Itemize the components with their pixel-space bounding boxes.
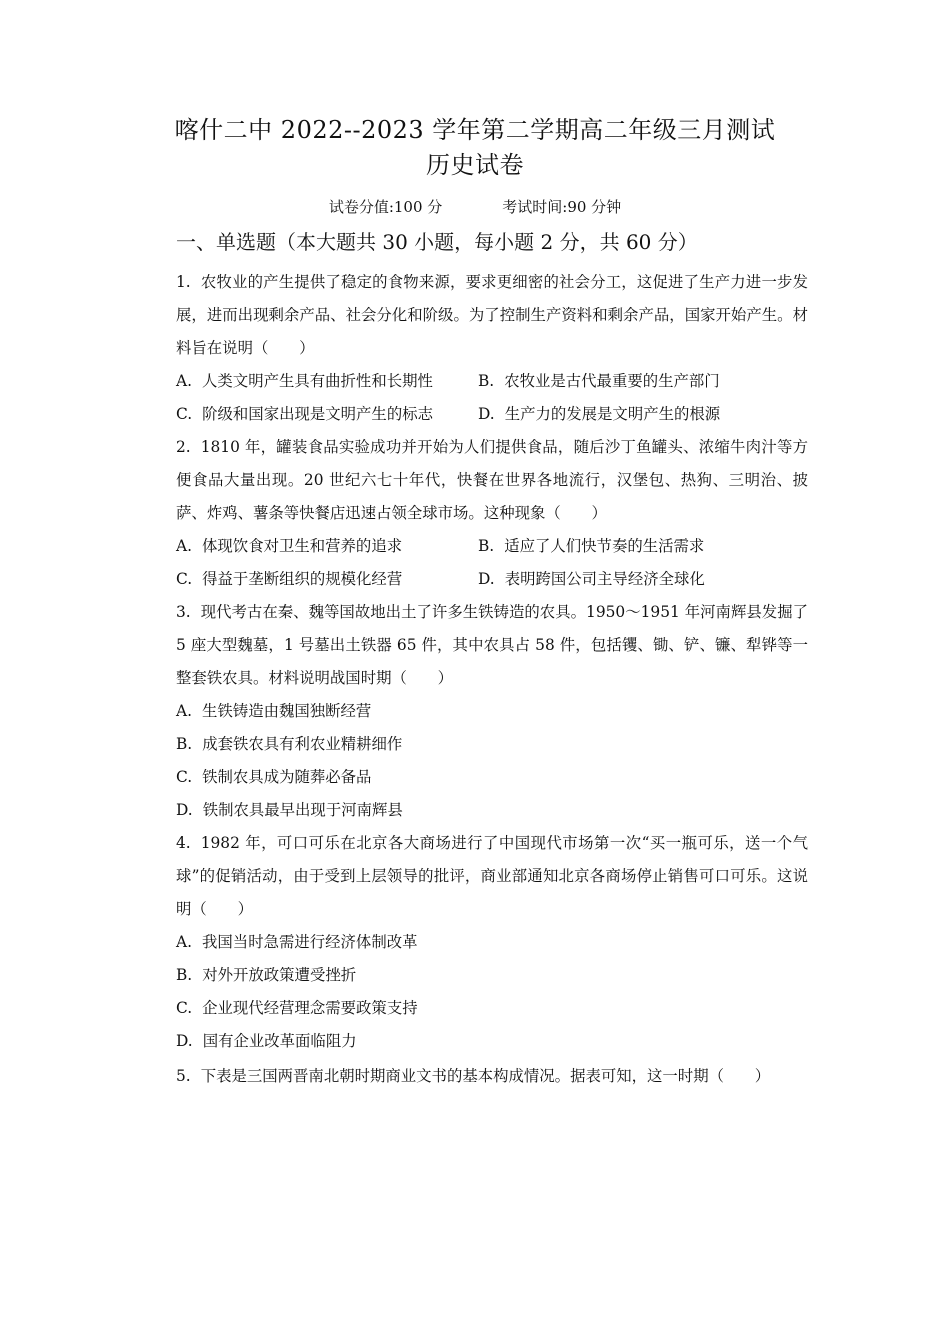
q3-option-c[interactable] <box>176 766 371 788</box>
section-heading: 一、单选题（本大题共 30 小题，每小题 2 分，共 60 分） <box>176 230 698 254</box>
option-text: 铁制农具成为随葬必备品 <box>202 768 372 786</box>
option-letter: D. <box>478 405 495 423</box>
q1-option-b[interactable] <box>478 370 720 392</box>
option-text: 生铁铸造由魏国独断经营 <box>202 702 372 720</box>
q2-option-a[interactable] <box>176 535 402 557</box>
option-letter: D. <box>176 801 193 819</box>
option-text: 适应了人们快节奏的生活需求 <box>504 537 705 555</box>
option-text: 农牧业是古代最重要的生产部门 <box>504 372 720 390</box>
option-text: 我国当时急需进行经济体制改革 <box>202 933 418 951</box>
question-5 <box>176 1060 808 1093</box>
q1-option-a[interactable] <box>176 370 433 392</box>
score-info: 试卷分值:100 分 <box>328 198 443 216</box>
option-letter: D. <box>478 570 495 588</box>
option-letter: C. <box>176 405 193 423</box>
option-letter: B. <box>176 735 193 753</box>
option-letter: B. <box>478 372 495 390</box>
q1-option-d[interactable] <box>478 403 720 425</box>
exam-subject: 历史试卷 <box>426 151 524 179</box>
option-letter: C. <box>176 570 193 588</box>
q1-option-c[interactable] <box>176 403 433 425</box>
option-text: 国有企业改革面临阻力 <box>202 1032 357 1050</box>
q4-option-a[interactable] <box>176 931 418 953</box>
option-text: 阶级和国家出现是文明产生的标志 <box>202 405 433 423</box>
option-letter: B. <box>478 537 495 555</box>
question-stem: 现代考古在秦、魏等国故地出土了许多生铁铸造的农具。1950～1951 年河南辉县发掘了 5 座大型魏墓，1 号墓出土铁器 65 件，其中农具占 58 件，包括䦆、锄、铲、镰、犁铧等一整套铁农具。材料说明战国时期（ ） <box>176 603 808 687</box>
question-stem: 1982 年，可口可乐在北京各大商场进行了中国现代市场第一次“买一瓶可乐，送一个气球”的促销活动，由于受到上层领导的批评，商业部通知北京各商场停止销售可口可乐。这说明（ ） <box>176 834 808 918</box>
question-number: 1. <box>176 273 191 291</box>
exam-title: 喀什二中 2022--2023 学年第二学期高二年级三月测试 <box>174 116 776 144</box>
q3-option-b[interactable] <box>176 733 402 755</box>
exam-meta <box>0 196 950 217</box>
option-letter: A. <box>176 702 193 720</box>
q3-option-a[interactable] <box>176 700 371 722</box>
option-text: 得益于垄断组织的规模化经营 <box>202 570 403 588</box>
question-number: 2. <box>176 438 191 456</box>
option-letter: B. <box>176 966 193 984</box>
question-2 <box>176 431 808 530</box>
time-info: 考试时间:90 分钟 <box>502 198 622 216</box>
option-text: 企业现代经营理念需要政策支持 <box>202 999 418 1017</box>
q2-option-b[interactable] <box>478 535 704 557</box>
option-text: 表明跨国公司主导经济全球化 <box>504 570 705 588</box>
question-1 <box>176 266 808 365</box>
option-letter: A. <box>176 537 193 555</box>
option-letter: A. <box>176 372 193 390</box>
option-text: 铁制农具最早出现于河南辉县 <box>202 801 403 819</box>
option-text: 体现饮食对卫生和营养的追求 <box>202 537 403 555</box>
option-text: 生产力的发展是文明产生的根源 <box>504 405 721 423</box>
q3-option-d[interactable] <box>176 799 403 821</box>
question-number: 4. <box>176 834 191 852</box>
option-text: 对外开放政策遭受挫折 <box>202 966 357 984</box>
q4-option-b[interactable] <box>176 964 356 986</box>
question-3 <box>176 596 808 695</box>
question-4 <box>176 827 808 926</box>
q2-option-c[interactable] <box>176 568 402 590</box>
question-number: 5. <box>176 1067 191 1085</box>
q2-option-d[interactable] <box>478 568 705 590</box>
question-number: 3. <box>176 603 191 621</box>
option-text: 成套铁农具有利农业精耕细作 <box>202 735 403 753</box>
question-stem: 农牧业的产生提供了稳定的食物来源，要求更细密的社会分工，这促进了生产力进一步发展，进而出现剩余产品、社会分化和阶级。为了控制生产资料和剩余产品，国家开始产生。材料旨在说明（ ） <box>176 273 808 357</box>
option-text: 人类文明产生具有曲折性和长期性 <box>202 372 433 390</box>
option-letter: A. <box>176 933 193 951</box>
question-stem: 下表是三国两晋南北朝时期商业文书的基本构成情况。据表可知，这一时期（ ） <box>200 1067 771 1085</box>
q4-option-c[interactable] <box>176 997 418 1019</box>
option-letter: C. <box>176 768 193 786</box>
q4-option-d[interactable] <box>176 1030 357 1052</box>
option-letter: D. <box>176 1032 193 1050</box>
question-stem: 1810 年，罐装食品实验成功并开始为人们提供食品，随后沙丁鱼罐头、浓缩牛肉汁等方便食品大量出现。20 世纪六七十年代，快餐在世界各地流行，汉堡包、热狗、三明治、披萨、炸鸡、薯条等快餐店迅速占领全球市场。这种现象（ ） <box>176 438 808 522</box>
option-letter: C. <box>176 999 193 1017</box>
